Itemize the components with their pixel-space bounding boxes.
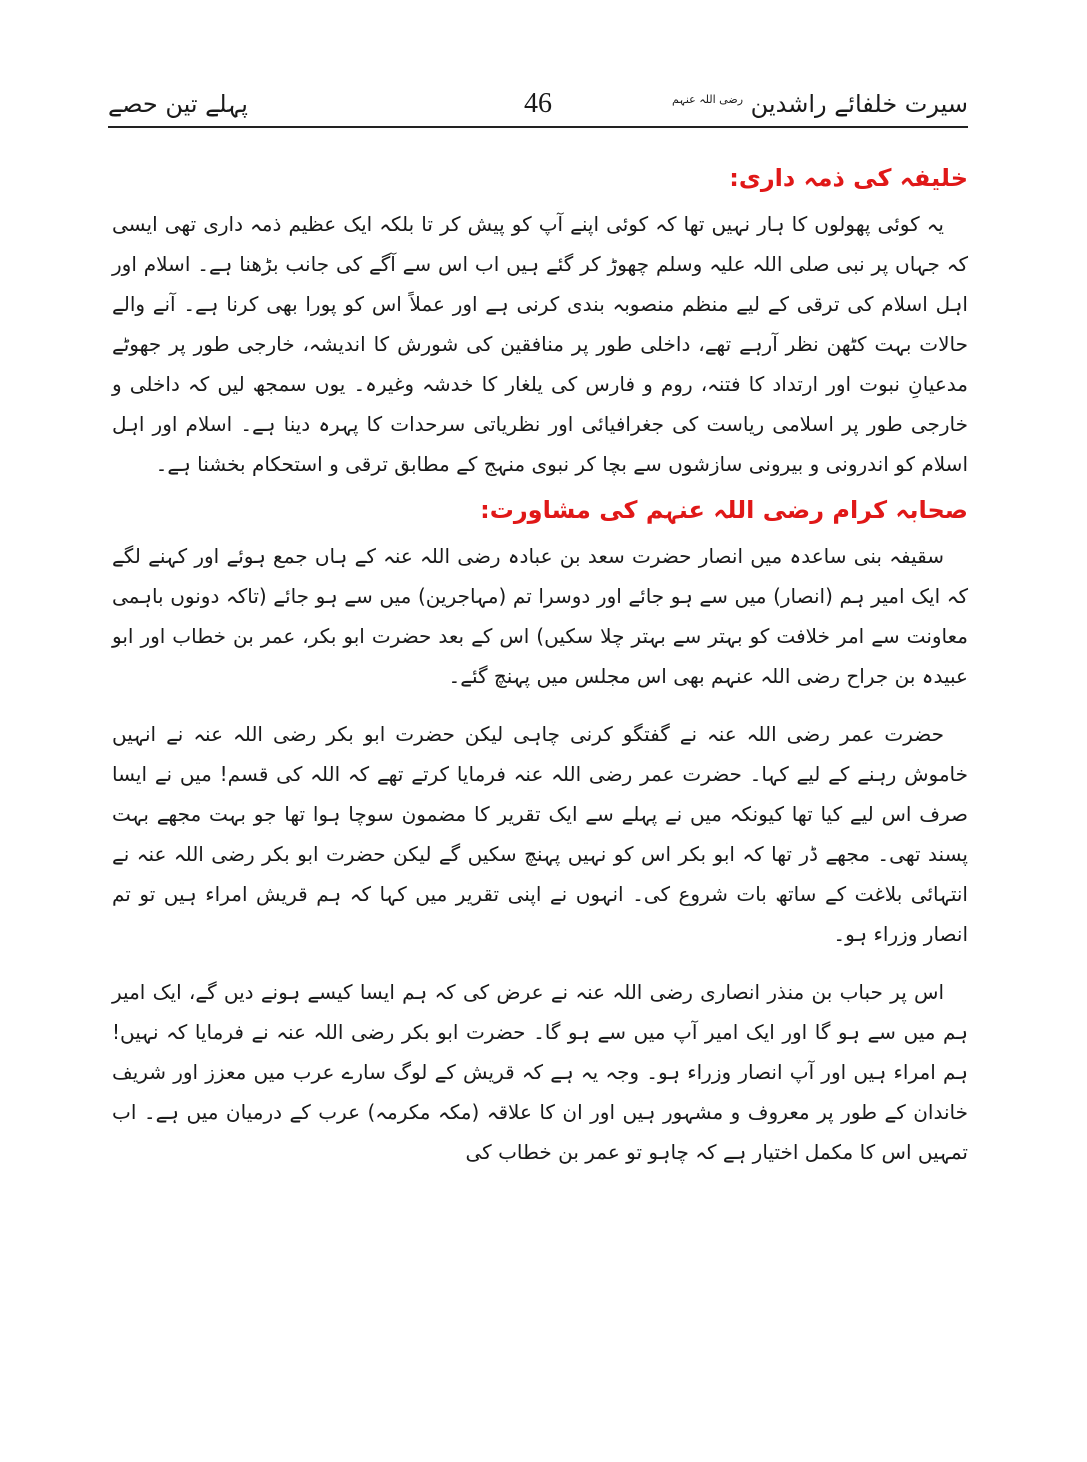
page-number: 46	[524, 88, 552, 119]
section-heading-consultation: صحابہ کرام رضی اللہ عنہم کی مشاورت:	[480, 496, 968, 524]
book-title-text: سیرت خلفائے راشدین	[750, 90, 968, 118]
paragraph-gap	[112, 696, 968, 714]
paragraph-gap	[112, 954, 968, 972]
paragraph-saqifa: سقیفہ بنی ساعدہ میں انصار حضرت سعد بن عبادہ رضی اللہ عنہ کے ہاں جمع ہوئے اور کہنے لگے کہ ایک امیر ہم (انصار) میں سے ہو جائے اور دوسرا تم (مہاجرین) میں سے ہو جائے (تاکہ دونوں باہمی معاونت سے امر خلافت کو بہتر سے بہتر چلا سکیں) اس کے بعد حضرت ابو بکر، عمر بن خطاب اور ابو عبیدہ بن جراح رضی اللہ عنہم بھی اس مجلس میں پہنچ گئے۔	[112, 544, 968, 688]
paragraph-umar-speech: حضرت عمر رضی اللہ عنہ نے گفتگو کرنی چاہی لیکن حضرت ابو بکر رضی اللہ عنہ نے انہیں خاموش رہنے کے لیے کہا۔ حضرت عمر رضی اللہ عنہ فرمایا کرتے تھے کہ اللہ کی قسم! میں نے ایسا صرف اس لیے کیا تھا کیونکہ میں نے پہلے سے ایک تقریر کا مضمون سوچا ہوا تھا جو بہت مجھے بہت پسند تھی۔ مجھے ڈر تھا کہ ابو بکر اس کو نہیں پہنچ سکیں گے لیکن حضرت ابو بکر رضی اللہ عنہ نے انتہائی بلاغت کے ساتھ بات شروع کی۔ انہوں نے اپنی تقریر میں کہا کہ ہم قریش امراء ہیں تو تم انصار وزراء ہو۔	[112, 722, 968, 946]
series-part: پہلے تین حصے	[108, 90, 248, 118]
section-heading-responsibility: خلیفہ کی ذمہ داری:	[729, 164, 968, 192]
page-content	[112, 152, 968, 1172]
page-header	[108, 84, 968, 128]
paragraph-hubab: اس پر حباب بن منذر انصاری رضی اللہ عنہ نے عرض کی کہ ہم ایسا کیسے ہونے دیں گے، ایک امیر ہم میں سے ہو گا اور ایک امیر آپ میں سے ہو گا۔ حضرت ابو بکر رضی اللہ عنہ نے فرمایا کہ نہیں! ہم امراء ہیں اور آپ انصار وزراء ہو۔ وجہ یہ ہے کہ قریش کے لوگ سارے عرب میں معزز اور شریف خاندان کے طور پر معروف و مشہور ہیں اور ان کا علاقہ (مکہ مکرمہ) عرب کے درمیان میں ہے۔ اب تمہیں اس کا مکمل اختیار ہے کہ چاہو تو عمر بن خطاب کی	[112, 980, 968, 1164]
honorific: رضی اللہ عنہم	[672, 93, 744, 106]
header-rule	[108, 126, 968, 128]
paragraph-responsibility: یہ کوئی پھولوں کا ہار نہیں تھا کہ کوئی اپنے آپ کو پیش کر تا بلکہ ایک عظیم ذمہ داری تھی ایسی کہ جہاں پر نبی صلی اللہ علیہ وسلم چھوڑ کر گئے ہیں اب اس سے آگے کی جانب بڑھنا ہے۔ اسلام اور اہل اسلام کی ترقی کے لیے منظم منصوبہ بندی کرنی ہے اور عملاً اس کو پورا بھی کرنا ہے۔ آنے والے حالات بہت کٹھن نظر آرہے تھے، داخلی طور پر منافقین کی شورش کا اندیشہ، خارجی طور پر جھوٹے مدعیانِ نبوت اور ارتداد کا فتنہ، روم و فارس کی یلغار کا خدشہ وغیرہ۔ یوں سمجھ لیں کہ داخلی و خارجی طور پر اسلامی ریاست کی جغرافیائی اور نظریاتی سرحدات کا پہرہ دینا ہے۔ اسلام اور اہل اسلام کو اندرونی و بیرونی سازشوں سے بچا کر نبوی منہج کے مطابق ترقی و استحکام بخشنا ہے۔	[112, 212, 968, 476]
